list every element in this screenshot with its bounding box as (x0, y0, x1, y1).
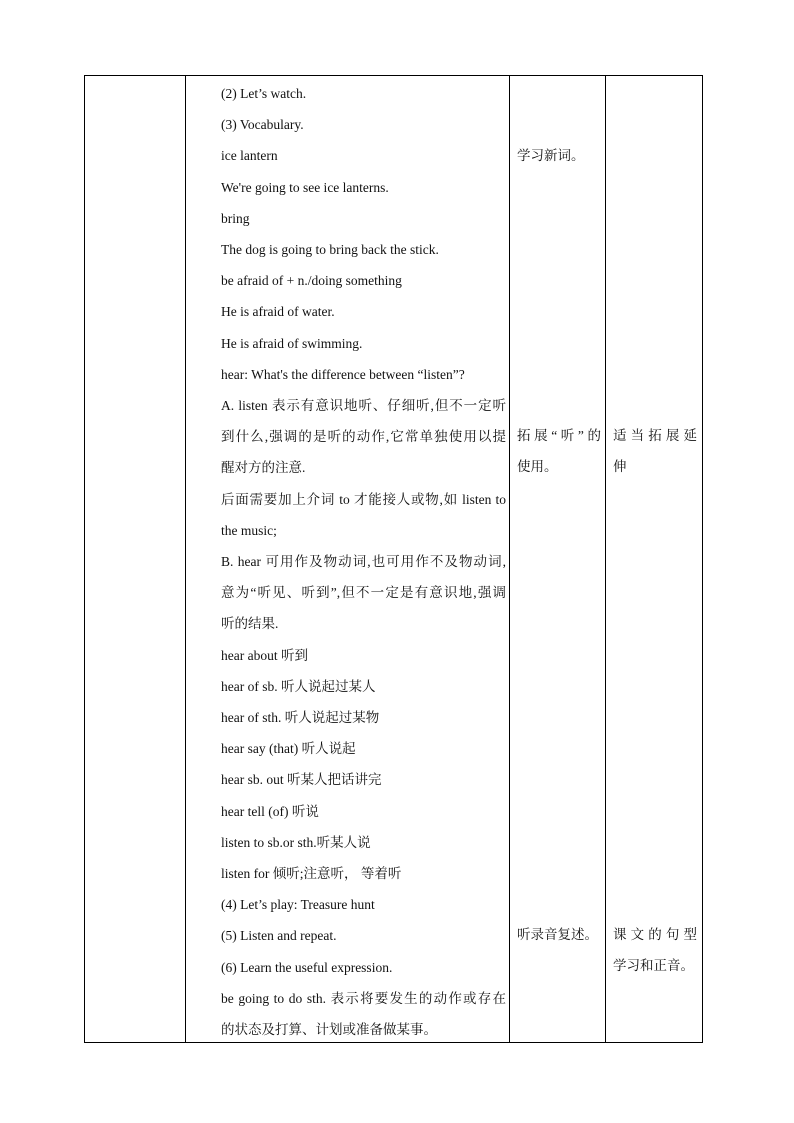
lesson-line: 意为“听见、听到”,但不一定是有意识地,强调 (221, 585, 506, 600)
lesson-plan-table (84, 75, 703, 1043)
activity-vocab: 学习新词。 (517, 148, 585, 163)
lesson-line: (4) Let’s play: Treasure hunt (221, 897, 375, 912)
lesson-line: He is afraid of swimming. (221, 336, 363, 351)
design-intent-column (606, 76, 702, 1042)
lesson-line: hear tell (of) 听说 (221, 804, 319, 819)
lesson-line: 醒对方的注意. (221, 460, 306, 475)
intent-expand-line1: 适当拓展延 (613, 428, 697, 443)
lesson-line: 的状态及打算、计划或准备做某事。 (221, 1022, 437, 1037)
lesson-line: He is afraid of water. (221, 304, 335, 319)
lesson-line: listen for 倾听;注意听， 等着听 (221, 866, 402, 881)
lesson-line: A. listen 表示有意识地听、仔细听,但不一定听 (221, 398, 506, 413)
intent-expand-line2: 伸 (613, 459, 627, 474)
lesson-line: hear about 听到 (221, 648, 308, 663)
intent-text-line2: 学习和正音。 (613, 958, 694, 973)
lesson-line: be going to do sth. 表示将要发生的动作或存在 (221, 991, 506, 1006)
lesson-line: hear of sth. 听人说起过某物 (221, 710, 380, 725)
lesson-line: hear: What's the difference between “listen”? (221, 367, 465, 382)
activity-repeat: 听录音复述。 (517, 927, 598, 942)
lesson-line: (3) Vocabulary. (221, 117, 304, 132)
lesson-line: 到什么,强调的是听的动作,它常单独使用以提 (221, 429, 506, 444)
lesson-line: bring (221, 211, 250, 226)
lesson-line: ice lantern (221, 148, 278, 163)
teaching-content-column (186, 76, 510, 1042)
intent-text-line1: 课文的句型 (613, 927, 697, 942)
lesson-line: (2) Let’s watch. (221, 86, 307, 101)
lesson-line: be afraid of + n./doing something (221, 273, 402, 288)
lesson-line: (5) Listen and repeat. (221, 928, 337, 943)
lesson-line: B. hear 可用作及物动词,也可用作不及物动词, (221, 554, 506, 569)
lesson-line: The dog is going to bring back the stick. (221, 242, 439, 257)
lesson-line: hear of sb. 听人说起过某人 (221, 679, 376, 694)
lesson-line: hear sb. out 听某人把话讲完 (221, 772, 382, 787)
student-activity-column (510, 76, 606, 1042)
activity-expand-line2: 使用。 (517, 459, 558, 474)
lesson-line: (6) Learn the useful expression. (221, 960, 393, 975)
lesson-line: listen to sb.or sth.听某人说 (221, 835, 371, 850)
lesson-line: hear say (that) 听人说起 (221, 741, 356, 756)
lesson-line: the music; (221, 523, 277, 538)
stage-column (85, 76, 186, 1042)
activity-expand-line1: 拓展“听”的 (517, 428, 601, 443)
lesson-line: 听的结果. (221, 616, 279, 631)
lesson-line: We're going to see ice lanterns. (221, 180, 389, 195)
lesson-line: 后面需要加上介词 to 才能接人或物,如 listen to (221, 492, 506, 507)
